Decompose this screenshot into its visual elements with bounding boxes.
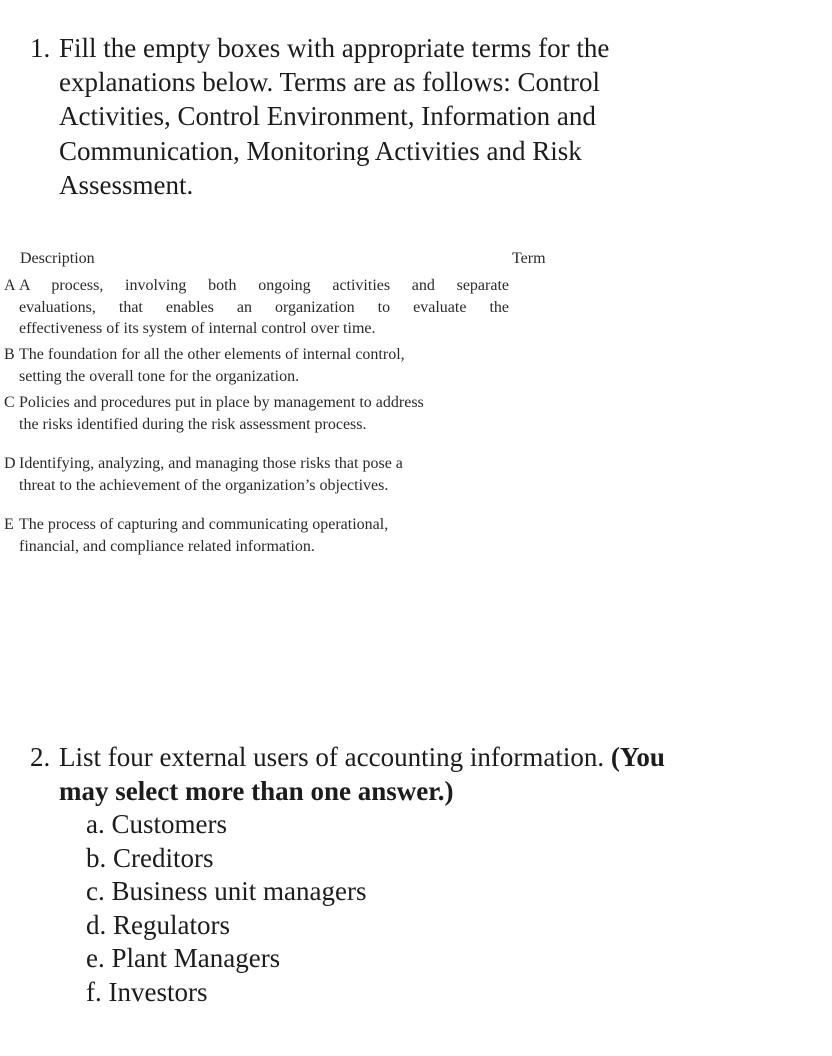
row-text-line: financial, and compliance related information. — [19, 537, 315, 555]
term-column-header: Term — [512, 250, 546, 267]
option-b[interactable]: b. Creditors — [86, 842, 214, 873]
row-text-line: Policies and procedures put in place by management to address — [19, 394, 424, 411]
option-f[interactable]: f. Investors — [86, 976, 208, 1007]
row-letter: E — [4, 516, 14, 533]
option-e[interactable]: e. Plant Managers — [86, 943, 281, 973]
prompt-bold-text: (You — [610, 742, 665, 772]
row-text-line: the risks identified during the risk assessment process. — [19, 415, 367, 433]
row-text-line: evaluations, that enables an organization to evaluate the — [19, 298, 509, 316]
answer-options — [86, 808, 366, 1009]
question-1-prompt — [59, 31, 679, 202]
prompt-bold-text: may select more than one answer.) — [59, 776, 454, 806]
row-letter: A — [4, 277, 16, 294]
row-text-line: effectiveness of its system of internal control over time. — [19, 320, 376, 337]
option-d[interactable]: d. Regulators — [86, 909, 230, 940]
row-b — [4, 344, 524, 387]
row-c — [4, 392, 524, 435]
prompt-line: Fill the empty boxes with appropriate terms for the — [59, 33, 610, 63]
prompt-line — [59, 774, 759, 808]
prompt-line — [59, 740, 759, 774]
prompt-line: Communication, Monitoring Activities and Risk — [59, 135, 582, 166]
option-a[interactable]: a. Customers — [86, 809, 227, 839]
question-2-prompt — [59, 740, 759, 808]
prompt-line: explanations below. Terms are as follows: Control — [59, 67, 601, 98]
row-text-line: Identifying, analyzing, and managing those risks that pose a — [19, 455, 403, 472]
row-text-line: threat to the achievement of the organization’s objectives. — [19, 476, 389, 494]
row-d — [4, 453, 524, 496]
description-column-header: Description — [20, 250, 95, 267]
row-text-line: The process of capturing and communicating operational, — [19, 516, 389, 533]
row-text-line: setting the overall tone for the organization. — [19, 367, 300, 385]
row-e — [4, 514, 524, 557]
prompt-line: Assessment. — [59, 169, 194, 200]
option-c[interactable]: c. Business unit managers — [86, 876, 367, 906]
prompt-line: Activities, Control Environment, Information and — [59, 101, 596, 132]
prompt-text: List four external users of accounting information. — [59, 742, 605, 772]
row-a — [4, 275, 524, 340]
row-text-line: The foundation for all the other elements of internal control, — [19, 346, 405, 363]
row-letter: B — [4, 346, 15, 363]
question-1-number: 1. — [30, 33, 51, 63]
row-letter: D — [4, 455, 16, 472]
question-2-number: 2. — [30, 742, 51, 772]
row-letter: C — [4, 394, 15, 411]
row-text-line: A process, involving both ongoing activities and separate — [19, 277, 509, 294]
